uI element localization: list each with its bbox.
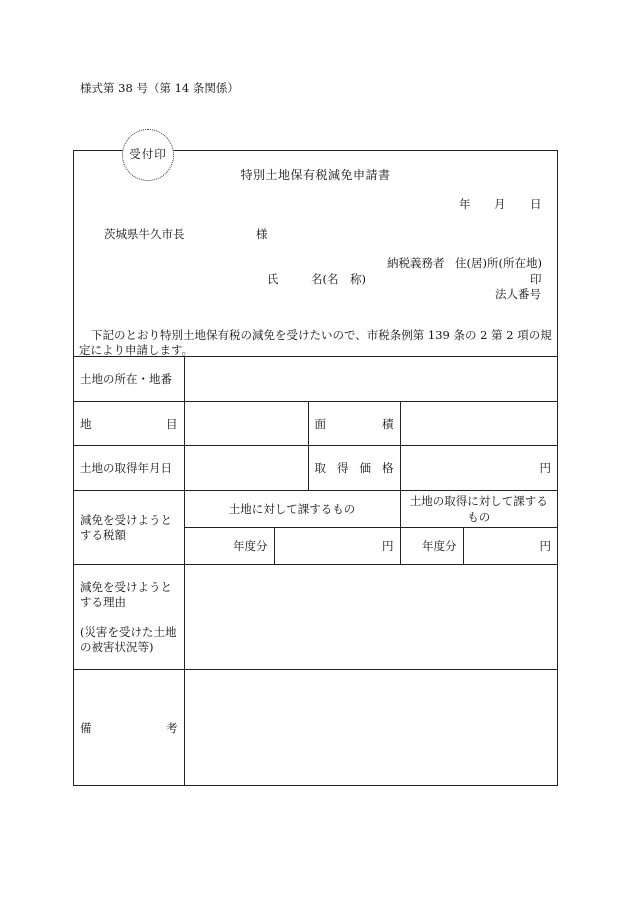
reception-stamp-label: 受付印 (129, 147, 167, 161)
acquisition-date-field[interactable] (184, 446, 308, 491)
addressee-name: 茨城県牛久市長 (104, 227, 185, 241)
acquisition-price-field[interactable]: 円 (400, 446, 557, 491)
acquisition-tax-amount-field[interactable]: 円 (463, 528, 557, 565)
remarks-field[interactable] (184, 670, 557, 786)
table-row (74, 446, 557, 491)
table-row (74, 670, 557, 786)
reception-stamp-circle (122, 129, 174, 181)
corporate-number-label[interactable]: 法人番号 (495, 287, 541, 301)
form-table (74, 356, 557, 786)
tax-on-land-header: 土地に対して課するもの (184, 491, 400, 528)
tax-amount-label: 減免を受けようと する税額 (74, 491, 184, 565)
area-field[interactable] (400, 402, 557, 446)
form-title: 特別土地保有税減免申請書 (240, 168, 391, 182)
tax-on-acquisition-header: 土地の取得に対して課するもの (400, 491, 557, 528)
land-category-label: 地 目 (74, 402, 184, 446)
date-month[interactable]: 月 (494, 197, 506, 211)
seal-mark: 印 (530, 272, 542, 286)
table-row (74, 565, 557, 670)
land-category-field[interactable] (184, 402, 308, 446)
form-number: 様式第 38 号（第 14 条関係） (80, 81, 239, 95)
date-year[interactable]: 年 (459, 197, 471, 211)
land-location-label: 土地の所在・地番 (74, 357, 184, 402)
table-row (74, 357, 557, 402)
addressee-honorific: 様 (256, 227, 268, 241)
application-statement: 下記のとおり特別土地保有税の減免を受けたいので、市税条例第 139 条の 2 第 2 項の規定により申請します。 (79, 328, 552, 357)
acquisition-price-label: 取 得 価 格 (308, 446, 400, 491)
exemption-reason-label: 減免を受けようと する理由 (災害を受けた土地 の被害状況等) (74, 565, 184, 670)
table-row (74, 402, 557, 446)
acquisition-tax-year-field[interactable]: 年度分 (400, 528, 463, 565)
address-label[interactable]: 住(居)所(所在地) (455, 256, 542, 270)
date-day[interactable]: 日 (530, 197, 542, 211)
land-tax-year-field[interactable]: 年度分 (184, 528, 274, 565)
area-label: 面 積 (308, 402, 400, 446)
name-label-a: 氏 (267, 272, 279, 286)
remarks-label: 備 考 (74, 670, 184, 786)
name-label-b[interactable]: 名(名 称) (311, 272, 366, 286)
acquisition-date-label: 土地の取得年月日 (74, 446, 184, 491)
land-location-field[interactable] (184, 357, 557, 402)
application-form (73, 150, 558, 786)
exemption-reason-field[interactable] (184, 565, 557, 670)
taxpayer-label: 納税義務者 (387, 256, 445, 270)
table-row (74, 491, 557, 528)
land-tax-amount-field[interactable]: 円 (274, 528, 400, 565)
